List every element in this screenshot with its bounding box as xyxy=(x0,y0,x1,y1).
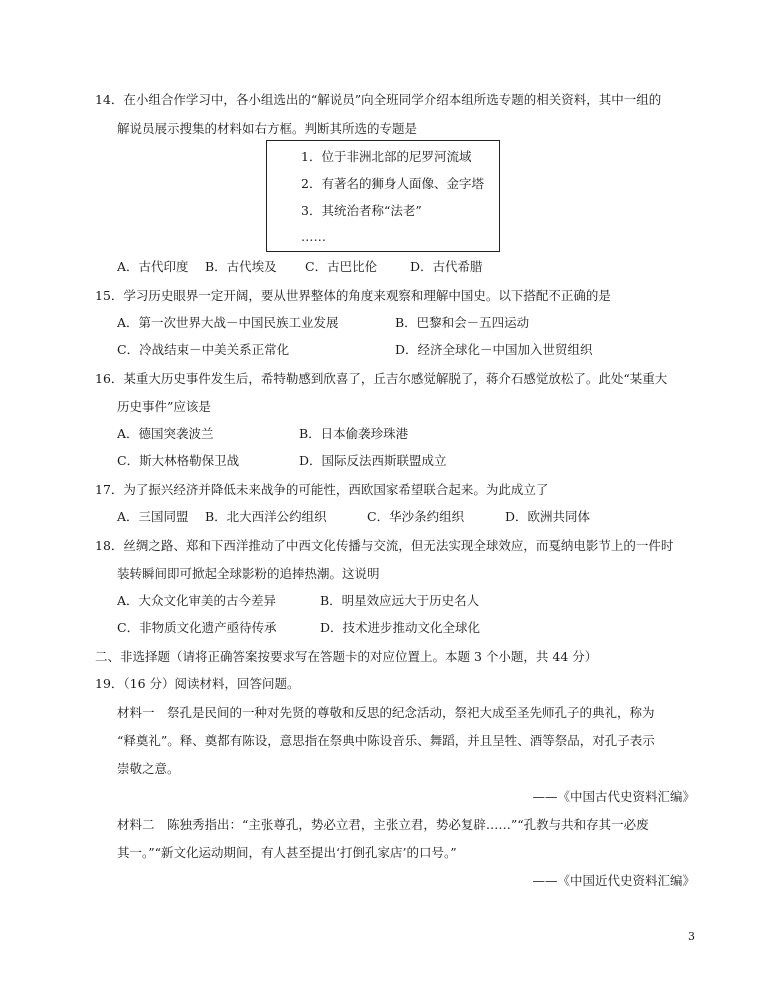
q15-option-b: B．巴黎和会－五四运动 xyxy=(395,315,530,330)
q15-option-c: C．冷战结束－中美关系正常化 xyxy=(117,342,290,357)
q15-stem-line1: 15．学习历史眼界一定开阔，要从世界整体的角度来观察和理解中国史。以下搭配不正确的是 xyxy=(95,288,611,303)
q14-option-d: D．古代希腊 xyxy=(410,259,483,274)
q18-option-d: D．技术进步推动文化全球化 xyxy=(320,620,481,635)
q17-option-c: C．华沙条约组织 xyxy=(367,509,465,524)
q16-option-b: B．日本偷袭珍珠港 xyxy=(299,426,409,441)
q14-option-b: B．古代埃及 xyxy=(205,259,277,274)
q18-stem-line2: 装转瞬间即可掀起全球影粉的追捧热潮。这说明 xyxy=(117,566,380,581)
page-number: 3 xyxy=(688,930,695,943)
q16-stem-line1: 16．某重大历史事件发生后，希特勒感到欣喜了，丘吉尔感觉解脱了，蒋介石感觉放松了。此处“某重大 xyxy=(95,371,668,386)
q19-material1-line1: 材料一 祭孔是民间的一种对先贤的尊敬和反思的纪念活动，祭祀大成至圣先师孔子的典礼，称为 xyxy=(117,705,655,720)
q16-option-d: D．国际反法西斯联盟成立 xyxy=(299,453,447,468)
q17-option-b: B．北大西洋公约组织 xyxy=(205,509,327,524)
q14-stem-line2: 解说员展示搜集的材料如右方框。判断其所选的专题是 xyxy=(117,121,418,136)
q16-option-c: C．斯大林格勒保卫战 xyxy=(117,453,240,468)
q14-box-item-2: 2．有著名的狮身人面像、金字塔 xyxy=(301,176,484,191)
q14-box-item-3: 3．其统治者称“法老” xyxy=(301,203,422,218)
q14-material-box xyxy=(266,140,500,252)
q14-option-c: C．古巴比伦 xyxy=(305,259,378,274)
q16-stem-line2: 历史事件”应该是 xyxy=(117,399,211,414)
q14-option-a: A．古代印度 xyxy=(117,259,189,274)
q19-material1-line3: 崇敬之意。 xyxy=(117,761,180,776)
q17-option-a: A．三国同盟 xyxy=(117,509,189,524)
q19-material1-source: ——《中国古代史资料汇编》 xyxy=(532,789,695,804)
q17-stem-line1: 17．为了振兴经济并降低未来战争的可能性，西欧国家希望联合起来。为此成立了 xyxy=(95,482,549,497)
q19-heading: 19．（16 分）阅读材料，回答问题。 xyxy=(95,676,300,691)
q15-option-a: A．第一次世界大战－中国民族工业发展 xyxy=(117,315,339,330)
q18-option-c: C．非物质文化遗产亟待传承 xyxy=(117,620,277,635)
q19-material2-line2: 其一。”“新文化运动期间，有人甚至提出‘打倒孔家店’的口号。” xyxy=(117,845,457,860)
q18-option-b: B．明星效应远大于历史名人 xyxy=(320,593,480,608)
q19-material2-source: ——《中国近代史资料汇编》 xyxy=(532,873,695,888)
q14-stem-line1: 14．在小组合作学习中，各小组选出的“解说员”向全班同学介绍本组所选专题的相关资料，其中一组的 xyxy=(95,92,662,107)
q14-box-item-4: …… xyxy=(301,229,326,244)
q17-option-d: D．欧洲共同体 xyxy=(505,509,591,524)
section-2-heading: 二、非选择题（请将正确答案按要求写在答题卡的对应位置上。本题 3 个小题，共 44 分） xyxy=(95,649,598,664)
q15-option-d: D．经济全球化－中国加入世贸组织 xyxy=(395,342,593,357)
q18-stem-line1: 18．丝绸之路、郑和下西洋推动了中西文化传播与交流，但无法实现全球效应，而戛纳电影节上的一件时 xyxy=(95,538,674,553)
q19-material1-line2: “释奠礼”。释、奠都有陈设，意思指在祭典中陈设音乐、舞蹈，并且呈牲、酒等祭品，对孔子表示 xyxy=(117,733,655,748)
q18-option-a: A．大众文化审美的古今差异 xyxy=(117,593,277,608)
q19-material2-line1: 材料二 陈独秀指出：“主张尊孔，势必立君，主张立君，势必复辟……”“孔教与共和存其一必废 xyxy=(117,817,649,832)
q14-box-item-1: 1．位于非洲北部的尼罗河流域 xyxy=(301,149,472,164)
q16-option-a: A．德国突袭波兰 xyxy=(117,426,214,441)
